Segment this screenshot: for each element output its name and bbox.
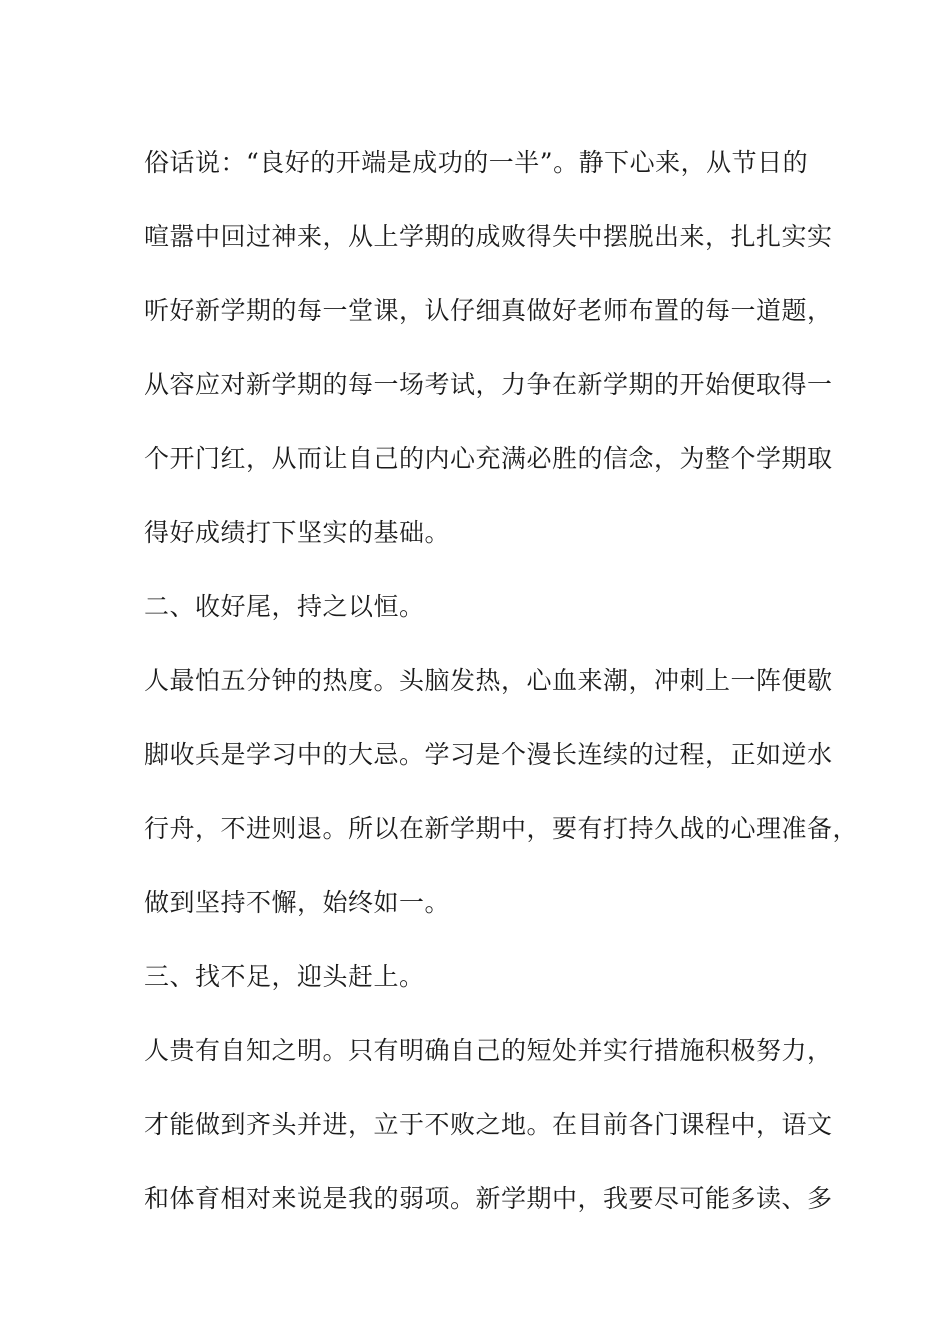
text-line: 喧嚣中回过神来，从上学期的成败得失中摆脱出来，扎扎实实 — [144, 222, 833, 251]
text-line: 和体育相对来说是我的弱项。新学期中，我要尽可能多读、多 — [144, 1184, 833, 1213]
text-line: 才能做到齐头并进，立于不败之地。在目前各门课程中，语文 — [144, 1110, 833, 1139]
text-line: 俗话说：“良好的开端是成功的一半”。静下心来，从节日的 — [144, 148, 809, 177]
text-line: 做到坚持不懈，始终如一。 — [144, 888, 451, 917]
text-line: 人最怕五分钟的热度。头脑发热，心血来潮，冲刺上一阵便歇 — [144, 666, 833, 695]
text-line: 从容应对新学期的每一场考试，力争在新学期的开始便取得一 — [144, 370, 833, 399]
text-line: 得好成绩打下坚实的基础。 — [144, 518, 451, 547]
text-line: 个开门红，从而让自己的内心充满必胜的信念，为整个学期取 — [144, 444, 833, 473]
section-heading: 二、收好尾，持之以恒。 — [144, 592, 425, 621]
section-heading: 三、找不足，迎头赶上。 — [144, 962, 425, 991]
text-line: 行舟，不进则退。所以在新学期中，要有打持久战的心理准备， — [144, 814, 859, 843]
text-line: 人贵有自知之明。只有明确自己的短处并实行措施积极努力， — [144, 1036, 833, 1065]
text-line: 脚收兵是学习中的大忌。学习是个漫长连续的过程，正如逆水 — [144, 740, 833, 769]
text-line: 听好新学期的每一堂课，认仔细真做好老师布置的每一道题， — [144, 296, 833, 325]
document-body — [144, 126, 859, 1236]
